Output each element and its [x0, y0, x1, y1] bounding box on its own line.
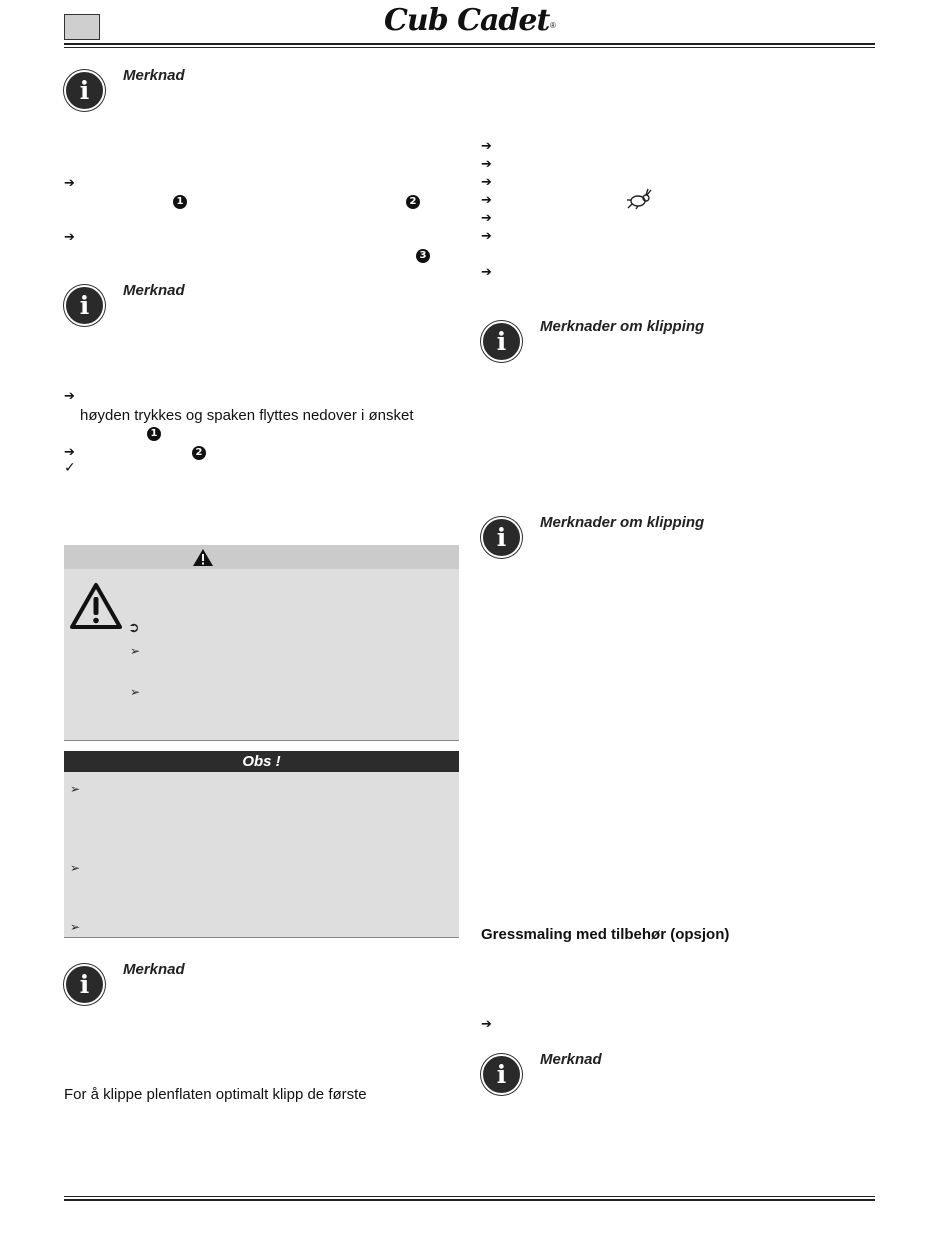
- number-1-icon: 1: [173, 195, 187, 209]
- arrow-icon: ➔: [64, 445, 75, 460]
- info-icon: i: [481, 1054, 522, 1095]
- arrow-icon: ➔: [481, 229, 492, 244]
- obs-header: Obs !: [64, 751, 459, 772]
- info-icon: i: [64, 964, 105, 1005]
- obs-box: [64, 751, 459, 938]
- number-2-icon: 2: [406, 195, 420, 209]
- brand-logo: Cub Cadet: [384, 3, 550, 38]
- arrow-icon: ➔: [481, 175, 492, 190]
- height-adjust-text: høyden trykkes og spaken flyttes nedover i ønsket: [80, 407, 414, 424]
- check-icon: ✓: [64, 460, 76, 476]
- note-title: Merknad: [123, 67, 185, 84]
- warning-box: [64, 545, 459, 741]
- header-rule-thin: [64, 47, 875, 48]
- footer-rule: [64, 1199, 875, 1201]
- arrow-icon: ➔: [64, 389, 75, 404]
- arrow-icon: ➔: [64, 176, 75, 191]
- arrow-icon: ➔: [481, 211, 492, 226]
- info-icon: i: [64, 70, 105, 111]
- info-icon: i: [481, 321, 522, 362]
- warning-small-icon: [192, 548, 214, 567]
- info-icon: i: [481, 517, 522, 558]
- chevron-icon: ➢: [70, 920, 81, 934]
- arrow-icon: ➔: [481, 265, 492, 280]
- chevron-icon: ➢: [70, 861, 81, 875]
- note-title: Merknad: [123, 961, 185, 978]
- number-3-icon: 3: [416, 249, 430, 263]
- header-rule: [64, 43, 875, 45]
- warning-triangle-icon: [69, 582, 123, 630]
- mowing-text: For å klippe plenflaten optimalt klipp de første: [64, 1086, 367, 1103]
- chevron-icon: ➢: [70, 782, 81, 796]
- arrow-icon: ➔: [481, 193, 492, 208]
- chevron-icon: ➢: [130, 685, 141, 699]
- note-title: Merknad: [123, 282, 185, 299]
- info-icon: i: [64, 285, 105, 326]
- number-1-icon: 1: [147, 427, 161, 441]
- number-2-icon: 2: [192, 446, 206, 460]
- note-title: Merknad: [540, 1051, 602, 1068]
- section-heading: Gressmaling med tilbehør (opsjon): [481, 926, 730, 943]
- warning-header: [64, 545, 459, 569]
- arrow-icon: ➔: [481, 157, 492, 172]
- hook-arrow-icon: ➲: [128, 620, 140, 636]
- footer-rule-thin: [64, 1196, 875, 1197]
- page-number-box: [64, 14, 100, 40]
- note-title: Merknader om klipping: [540, 318, 705, 335]
- chevron-icon: ➢: [130, 644, 141, 658]
- registered-mark: ®: [550, 21, 556, 30]
- rabbit-fast-speed-icon: [626, 188, 652, 210]
- arrow-icon: ➔: [64, 230, 75, 245]
- arrow-icon: ➔: [481, 1017, 492, 1032]
- arrow-icon: ➔: [481, 139, 492, 154]
- note-title: Merknader om klipping: [540, 514, 705, 531]
